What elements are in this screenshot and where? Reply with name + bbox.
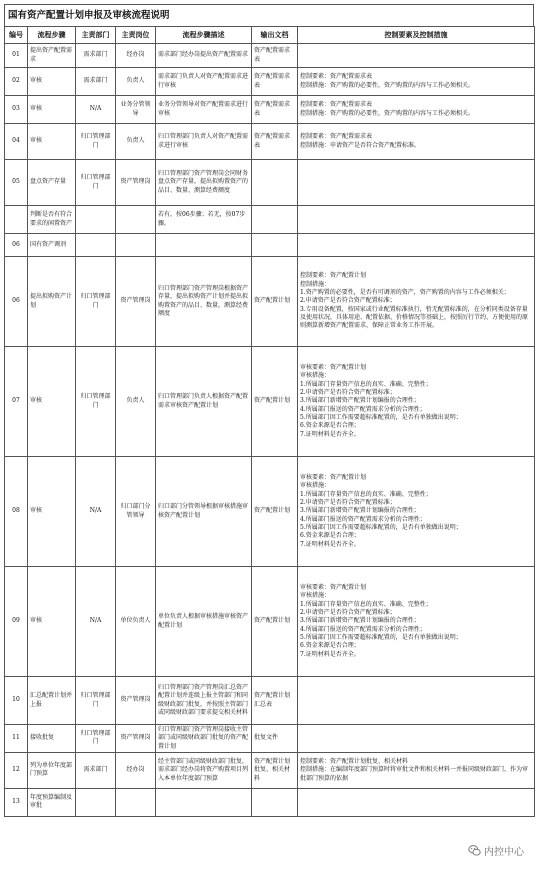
cell-doc: 资产配置需求表 [252, 96, 298, 124]
ctrl-line: 1.所属部门存量资产信息的真实、准确、完整性； [300, 600, 432, 608]
ctrl-line: 控制措施：资产购置的必要性，资产购置的内容与工作必须相关。 [300, 81, 475, 89]
cell-no: 12 [5, 752, 28, 788]
ctrl-line: 控制要素：资产配置计划批复、相关材料 [300, 757, 409, 765]
cell-dept: 需求部门 [76, 752, 116, 788]
cell-post: 负责人 [116, 124, 156, 160]
cell-doc: 批复文件 [252, 725, 298, 753]
cell-no: 02 [5, 68, 28, 96]
cell-step: 提出拟购资产计划 [28, 257, 76, 347]
cell-ctrl [298, 788, 535, 816]
cell-desc: 归口管理部门资产管理岗根据资产存量，提出拟购资产计划并提出拟购置资产的品目、数量，测算经费额度 [156, 257, 252, 347]
cell-dept: 需求部门 [76, 44, 116, 68]
table-row [5, 96, 535, 124]
ctrl-line: 控制措施：在编制年度部门预算时将审批文件和相关材料一并报同级财政部门，作为审批部门预算的依据 [300, 766, 529, 782]
cell-ctrl [298, 752, 535, 788]
cell-desc: 单位负责人根据审核措施审核资产配置计划 [156, 567, 252, 677]
cell-doc [252, 206, 298, 234]
table-header-row [5, 27, 535, 44]
cell-ctrl [298, 347, 535, 457]
cell-step: 审核 [28, 347, 76, 457]
ctrl-line: 控制要素：资产配置需求表 [300, 73, 373, 81]
table-row [5, 160, 535, 206]
cell-ctrl [298, 457, 535, 567]
cell-no: 01 [5, 44, 28, 68]
cell-no [5, 206, 28, 234]
cell-doc: 资产配置计划 [252, 347, 298, 457]
table-row [5, 457, 535, 567]
ctrl-line: 控制要素：资产配置需求表 [300, 133, 373, 141]
document [4, 4, 534, 817]
table-row [5, 567, 535, 677]
ctrl-line: 6.资金来源是否合理； [300, 422, 360, 430]
cell-no: 05 [5, 160, 28, 206]
watermark [468, 843, 524, 858]
cell-no: 04 [5, 124, 28, 160]
cell-step: 审核 [28, 457, 76, 567]
cell-doc: 资产配置需求表 [252, 44, 298, 68]
cell-step: 列为单位年度部门预算 [28, 752, 76, 788]
cell-ctrl [298, 234, 535, 257]
cell-desc: 归口管理部门资产管理岗会同财务盘点资产存量，提出拟购置资产的品目、数量、测算经费额度 [156, 160, 252, 206]
cell-post [116, 788, 156, 816]
ctrl-line: 控制措施：申请资产是否符合资产配置标准。 [300, 141, 421, 149]
ctrl-line: 审核措施： [300, 482, 331, 490]
cell-ctrl [298, 44, 535, 68]
cell-doc: 资产配置计划 [252, 457, 298, 567]
ctrl-line: 3.所属部门新增资产配置计划编报的合理性； [300, 397, 420, 405]
cell-step: 国有资产调剂 [28, 234, 76, 257]
cell-post: 经办岗 [116, 752, 156, 788]
table-row [5, 752, 535, 788]
watermark-text: 内控中心 [484, 847, 524, 858]
ctrl-line: 2.申请资产是否符合资产配置标准； [300, 297, 396, 305]
ctrl-line: 审核要素：资产配置计划 [300, 474, 367, 482]
cell-dept: 归口管理部门 [76, 725, 116, 753]
ctrl-line: 审核要素：资产配置计划 [300, 584, 367, 592]
cell-doc: 资产配置计划 [252, 567, 298, 677]
ctrl-line: 2.申请资产是否符合资产配置标准； [300, 609, 396, 617]
table-row [5, 725, 535, 753]
cell-doc: 资产配置需求表 [252, 124, 298, 160]
table-row [5, 234, 535, 257]
header-no: 编号 [5, 27, 28, 44]
table-row [5, 206, 535, 234]
ctrl-line: 7.证明材料是否齐全。 [300, 540, 360, 548]
cell-step: 年度预算编制及审批 [28, 788, 76, 816]
header-ctrl: 控制要素及控制措施 [298, 27, 535, 44]
cell-desc [156, 234, 252, 257]
ctrl-line: 控制要素：资产配置需求表 [300, 101, 373, 109]
cell-doc [252, 160, 298, 206]
cell-step: 审核 [28, 68, 76, 96]
cell-post: 资产管理岗 [116, 677, 156, 725]
cell-doc: 资产配置计划 [252, 257, 298, 347]
cell-doc [252, 234, 298, 257]
header-doc: 输出文档 [252, 27, 298, 44]
cell-doc: 资产配置计划汇总表 [252, 677, 298, 725]
cell-dept [76, 788, 116, 816]
ctrl-line: 5.所属部门因工作需要超标准配置的，是否有单独做出说明； [300, 523, 462, 531]
cell-post [116, 206, 156, 234]
cell-doc: 资产配置计划批复、相关材料 [252, 752, 298, 788]
cell-step: 审核 [28, 124, 76, 160]
cell-no: 13 [5, 788, 28, 816]
table-row [5, 257, 535, 347]
cell-step: 提出资产配置需求 [28, 44, 76, 68]
cell-step: 盘点资产存量 [28, 160, 76, 206]
cell-dept: N/A [76, 96, 116, 124]
cell-dept: N/A [76, 457, 116, 567]
cell-ctrl [298, 124, 535, 160]
cell-ctrl [298, 160, 535, 206]
cell-step: 审核 [28, 567, 76, 677]
table-row [5, 44, 535, 68]
cell-desc: 归口管理部门负责人对资产配置需求进行审核 [156, 124, 252, 160]
document-title: 国有资产配置计划申报及审核流程说明 [4, 4, 534, 26]
ctrl-line: 4.所属部门报送的资产配置需求分析的合理性； [300, 625, 426, 633]
table-row [5, 347, 535, 457]
cell-dept: 需求部门 [76, 68, 116, 96]
cell-dept [76, 206, 116, 234]
ctrl-line: 2.申请资产是否符合资产配置标准； [300, 499, 396, 507]
header-step: 流程步骤 [28, 27, 76, 44]
cell-post: 负责人 [116, 347, 156, 457]
cell-ctrl [298, 96, 535, 124]
cell-post: 资产管理岗 [116, 160, 156, 206]
ctrl-line: 1.所属部门存量资产信息的真实、准确、完整性； [300, 490, 432, 498]
ctrl-line: 控制措施： [300, 280, 331, 288]
ctrl-line: 2.申请资产是否符合资产配置标准； [300, 389, 396, 397]
ctrl-line: 5.所属部门因工作需要超标准配置的，是否有单独做出说明； [300, 633, 462, 641]
cell-post: 负责人 [116, 68, 156, 96]
cell-desc: 业务分管领导对资产配置需求进行审核 [156, 96, 252, 124]
cell-post [116, 234, 156, 257]
cell-post: 单位负责人 [116, 567, 156, 677]
header-dept: 主责部门 [76, 27, 116, 44]
cell-desc: 需求部门经办岗提出资产配置需求 [156, 44, 252, 68]
cell-post: 业务分管领导 [116, 96, 156, 124]
cell-step: 汇总配置计划并上报 [28, 677, 76, 725]
ctrl-line: 3.所属部门新增资产配置计划编报的合理性； [300, 507, 420, 515]
cell-desc: 经主管部门或同级财政部门批复，需求部门经办岗将资产购置项目列入本单位年度部门预算 [156, 752, 252, 788]
cell-dept [76, 234, 116, 257]
ctrl-line: 1.资产购置的必要性，是否有可调剂的资产，资产购置的内容与工作必须相关； [300, 289, 510, 297]
cell-post: 资产管理岗 [116, 257, 156, 347]
cell-ctrl [298, 677, 535, 725]
cell-dept: 归口管理部门 [76, 124, 116, 160]
cell-no: 06 [5, 234, 28, 257]
ctrl-line: 6.资金来源是否合理； [300, 642, 360, 650]
ctrl-line: 4.所属部门报送的资产配置需求分析的合理性； [300, 515, 426, 523]
cell-post: 资产管理岗 [116, 725, 156, 753]
cell-ctrl [298, 567, 535, 677]
ctrl-line: 控制措施：资产购置的必要性，资产购置的内容与工作必须相关。 [300, 109, 475, 117]
process-table [4, 26, 535, 817]
cell-step: 审核 [28, 96, 76, 124]
cell-dept: 归口管理部门 [76, 347, 116, 457]
ctrl-line: 3.所属部门新增资产配置计划编报的合理性； [300, 617, 420, 625]
cell-step: 接收批复 [28, 725, 76, 753]
cell-desc: 归口管理部门负责人根据资产配置需求审核资产配置计划 [156, 347, 252, 457]
cell-dept: N/A [76, 567, 116, 677]
cell-doc: 资产配置需求表 [252, 68, 298, 96]
cell-desc: 若有，按06步骤；若无，按07步骤。 [156, 206, 252, 234]
ctrl-line: 1.所属部门存量资产信息的真实、准确、完整性； [300, 380, 432, 388]
ctrl-line: 审核措施： [300, 592, 331, 600]
cell-step: 判断是否有符合要求的闲置资产 [28, 206, 76, 234]
ctrl-line: 7.证明材料是否齐全。 [300, 650, 360, 658]
cell-desc: 归口管理部门资产管理岗汇总资产配置计划并连级上报主管部门和同级财政部门批复，并按照主管部门或同级财政部门要求提交相关材料 [156, 677, 252, 725]
cell-desc: 归口部门分管领导根据审核措施审核资产配置计划 [156, 457, 252, 567]
cell-dept: 归口管理部门 [76, 257, 116, 347]
cell-no: 09 [5, 567, 28, 677]
ctrl-line: 7.证明材料是否齐全。 [300, 430, 360, 438]
table-row [5, 68, 535, 96]
ctrl-line: 4.所属部门报送的资产配置需求分析的合理性； [300, 405, 426, 413]
ctrl-line: 6.资金来源是否合理； [300, 532, 360, 540]
cell-no: 10 [5, 677, 28, 725]
cell-no: 07 [5, 347, 28, 457]
ctrl-line: 审核要素：资产配置计划 [300, 364, 367, 372]
cell-dept: 归口管理部门 [76, 677, 116, 725]
cell-no: 03 [5, 96, 28, 124]
table-row [5, 788, 535, 816]
cell-ctrl [298, 68, 535, 96]
header-post: 主责岗位 [116, 27, 156, 44]
cell-desc: 需求部门负责人对资产配置需求进行审核 [156, 68, 252, 96]
cell-desc [156, 788, 252, 816]
cell-doc [252, 788, 298, 816]
cell-no: 06 [5, 257, 28, 347]
cell-desc: 归口管理部门资产管理岗接收主管部门或同级财政部门批复的资产配置计划 [156, 725, 252, 753]
ctrl-line: 审核措施： [300, 372, 331, 380]
wechat-logo-icon [468, 844, 481, 857]
ctrl-line: 5.所属部门因工作需要超标准配置的，是否有单独做出说明； [300, 413, 462, 421]
cell-ctrl [298, 725, 535, 753]
cell-post: 经办岗 [116, 44, 156, 68]
cell-ctrl [298, 206, 535, 234]
cell-post: 归口部门分管领导 [116, 457, 156, 567]
table-row [5, 124, 535, 160]
ctrl-line: 控制要素：资产配置计划 [300, 272, 367, 280]
header-desc: 流程步骤描述 [156, 27, 252, 44]
ctrl-line: 3.专用设备配置，按国家或行业配置标准执行，暂无配置标准的，在分析同类设备存量及使用状况，具体用途、配置依据、价格情况等基础上，按照厉行节约、方便使用的原则测算新增资产配置需求，保障正常业务工作开展。 [300, 305, 529, 330]
cell-no: 08 [5, 457, 28, 567]
cell-no: 11 [5, 725, 28, 753]
cell-ctrl [298, 257, 535, 347]
table-row [5, 677, 535, 725]
cell-dept: 归口管理部门 [76, 160, 116, 206]
